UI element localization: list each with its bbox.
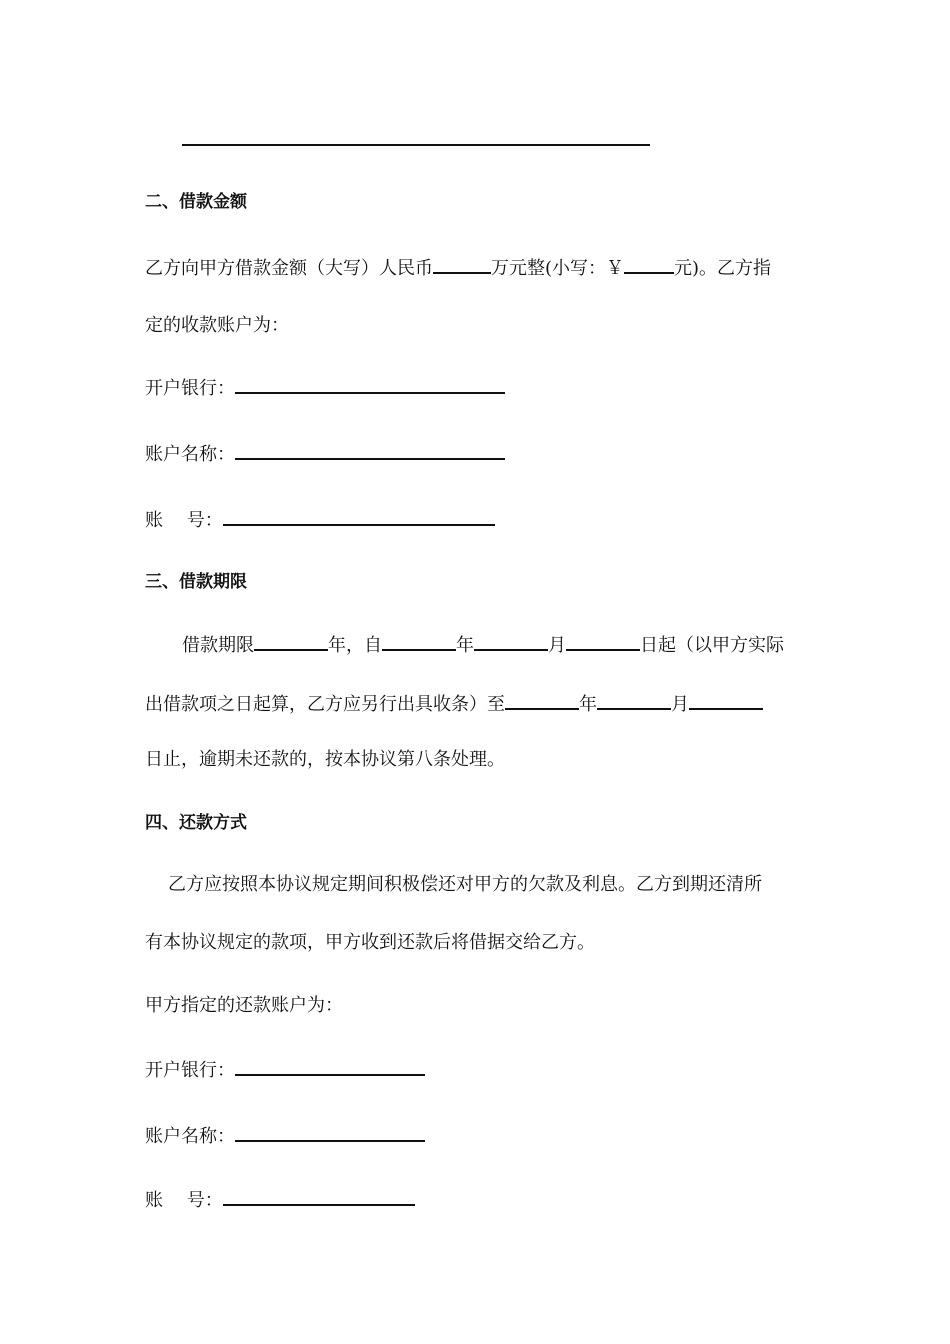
section-heading-loan-term: 三、借款期限 bbox=[145, 572, 247, 592]
loan-term-line-2 bbox=[145, 690, 763, 717]
repayment-account-intro: 甲方指定的还款账户为： bbox=[145, 995, 343, 1016]
start-month-blank[interactable] bbox=[474, 631, 548, 651]
term-text-a: 借款期限 bbox=[182, 635, 254, 656]
loan-amount-line bbox=[145, 254, 771, 281]
receiving-account-intro: 定的收款账户为： bbox=[145, 315, 289, 336]
end-month-blank[interactable] bbox=[597, 690, 671, 710]
amount-text-3: 元)。乙方指 bbox=[674, 258, 772, 279]
receiving-account-number-line bbox=[145, 506, 495, 533]
account-number-label: 账 号： bbox=[145, 510, 223, 531]
receiving-account-name-field[interactable] bbox=[235, 440, 505, 460]
amount-capital-blank[interactable] bbox=[433, 254, 491, 274]
section-heading-repayment: 四、还款方式 bbox=[145, 813, 247, 833]
term-text-b: 年，自 bbox=[328, 635, 382, 656]
repayment-account-name-field[interactable] bbox=[235, 1122, 425, 1142]
amount-number-blank[interactable] bbox=[624, 254, 674, 274]
term-text-h: 月 bbox=[671, 694, 689, 715]
account-name-label: 账户名称： bbox=[145, 444, 235, 465]
amount-text-1: 乙方向甲方借款金额（大写）人民币 bbox=[145, 258, 433, 279]
term-text-c: 年 bbox=[456, 635, 474, 656]
section-heading-loan-amount: 二、借款金额 bbox=[145, 192, 247, 212]
term-text-g: 年 bbox=[579, 694, 597, 715]
bank-label: 开户银行： bbox=[145, 1060, 235, 1081]
repayment-paragraph-line-1: 乙方应按照本协议规定期间积极偿还对甲方的欠款及利息。乙方到期还清所 bbox=[168, 874, 762, 895]
repayment-account-number-line bbox=[145, 1186, 415, 1213]
term-text-e: 日起（以甲方实际 bbox=[640, 635, 784, 656]
top-rule bbox=[182, 144, 650, 146]
end-year-blank[interactable] bbox=[505, 690, 579, 710]
repayment-account-name-line bbox=[145, 1122, 425, 1149]
account-name-label: 账户名称： bbox=[145, 1126, 235, 1147]
term-years-blank[interactable] bbox=[254, 631, 328, 651]
repayment-bank-field[interactable] bbox=[235, 1056, 425, 1076]
end-day-blank[interactable] bbox=[689, 690, 763, 710]
loan-term-line-1 bbox=[182, 631, 784, 658]
repayment-paragraph-line-2: 有本协议规定的款项，甲方收到还款后将借据交给乙方。 bbox=[145, 932, 595, 953]
receiving-account-number-field[interactable] bbox=[223, 506, 495, 526]
receiving-bank-line bbox=[145, 374, 505, 401]
repayment-bank-line bbox=[145, 1056, 425, 1083]
start-day-blank[interactable] bbox=[566, 631, 640, 651]
term-text-f: 出借款项之日起算，乙方应另行出具收条）至 bbox=[145, 694, 505, 715]
amount-text-2: 万元整(小写：￥ bbox=[491, 258, 625, 279]
account-number-label: 账 号： bbox=[145, 1190, 223, 1211]
loan-term-line-3: 日止，逾期未还款的，按本协议第八条处理。 bbox=[145, 749, 505, 770]
receiving-bank-field[interactable] bbox=[235, 374, 505, 394]
receiving-account-name-line bbox=[145, 440, 505, 467]
start-year-blank[interactable] bbox=[382, 631, 456, 651]
term-text-d: 月 bbox=[548, 635, 566, 656]
repayment-account-number-field[interactable] bbox=[223, 1186, 415, 1206]
bank-label: 开户银行： bbox=[145, 378, 235, 399]
